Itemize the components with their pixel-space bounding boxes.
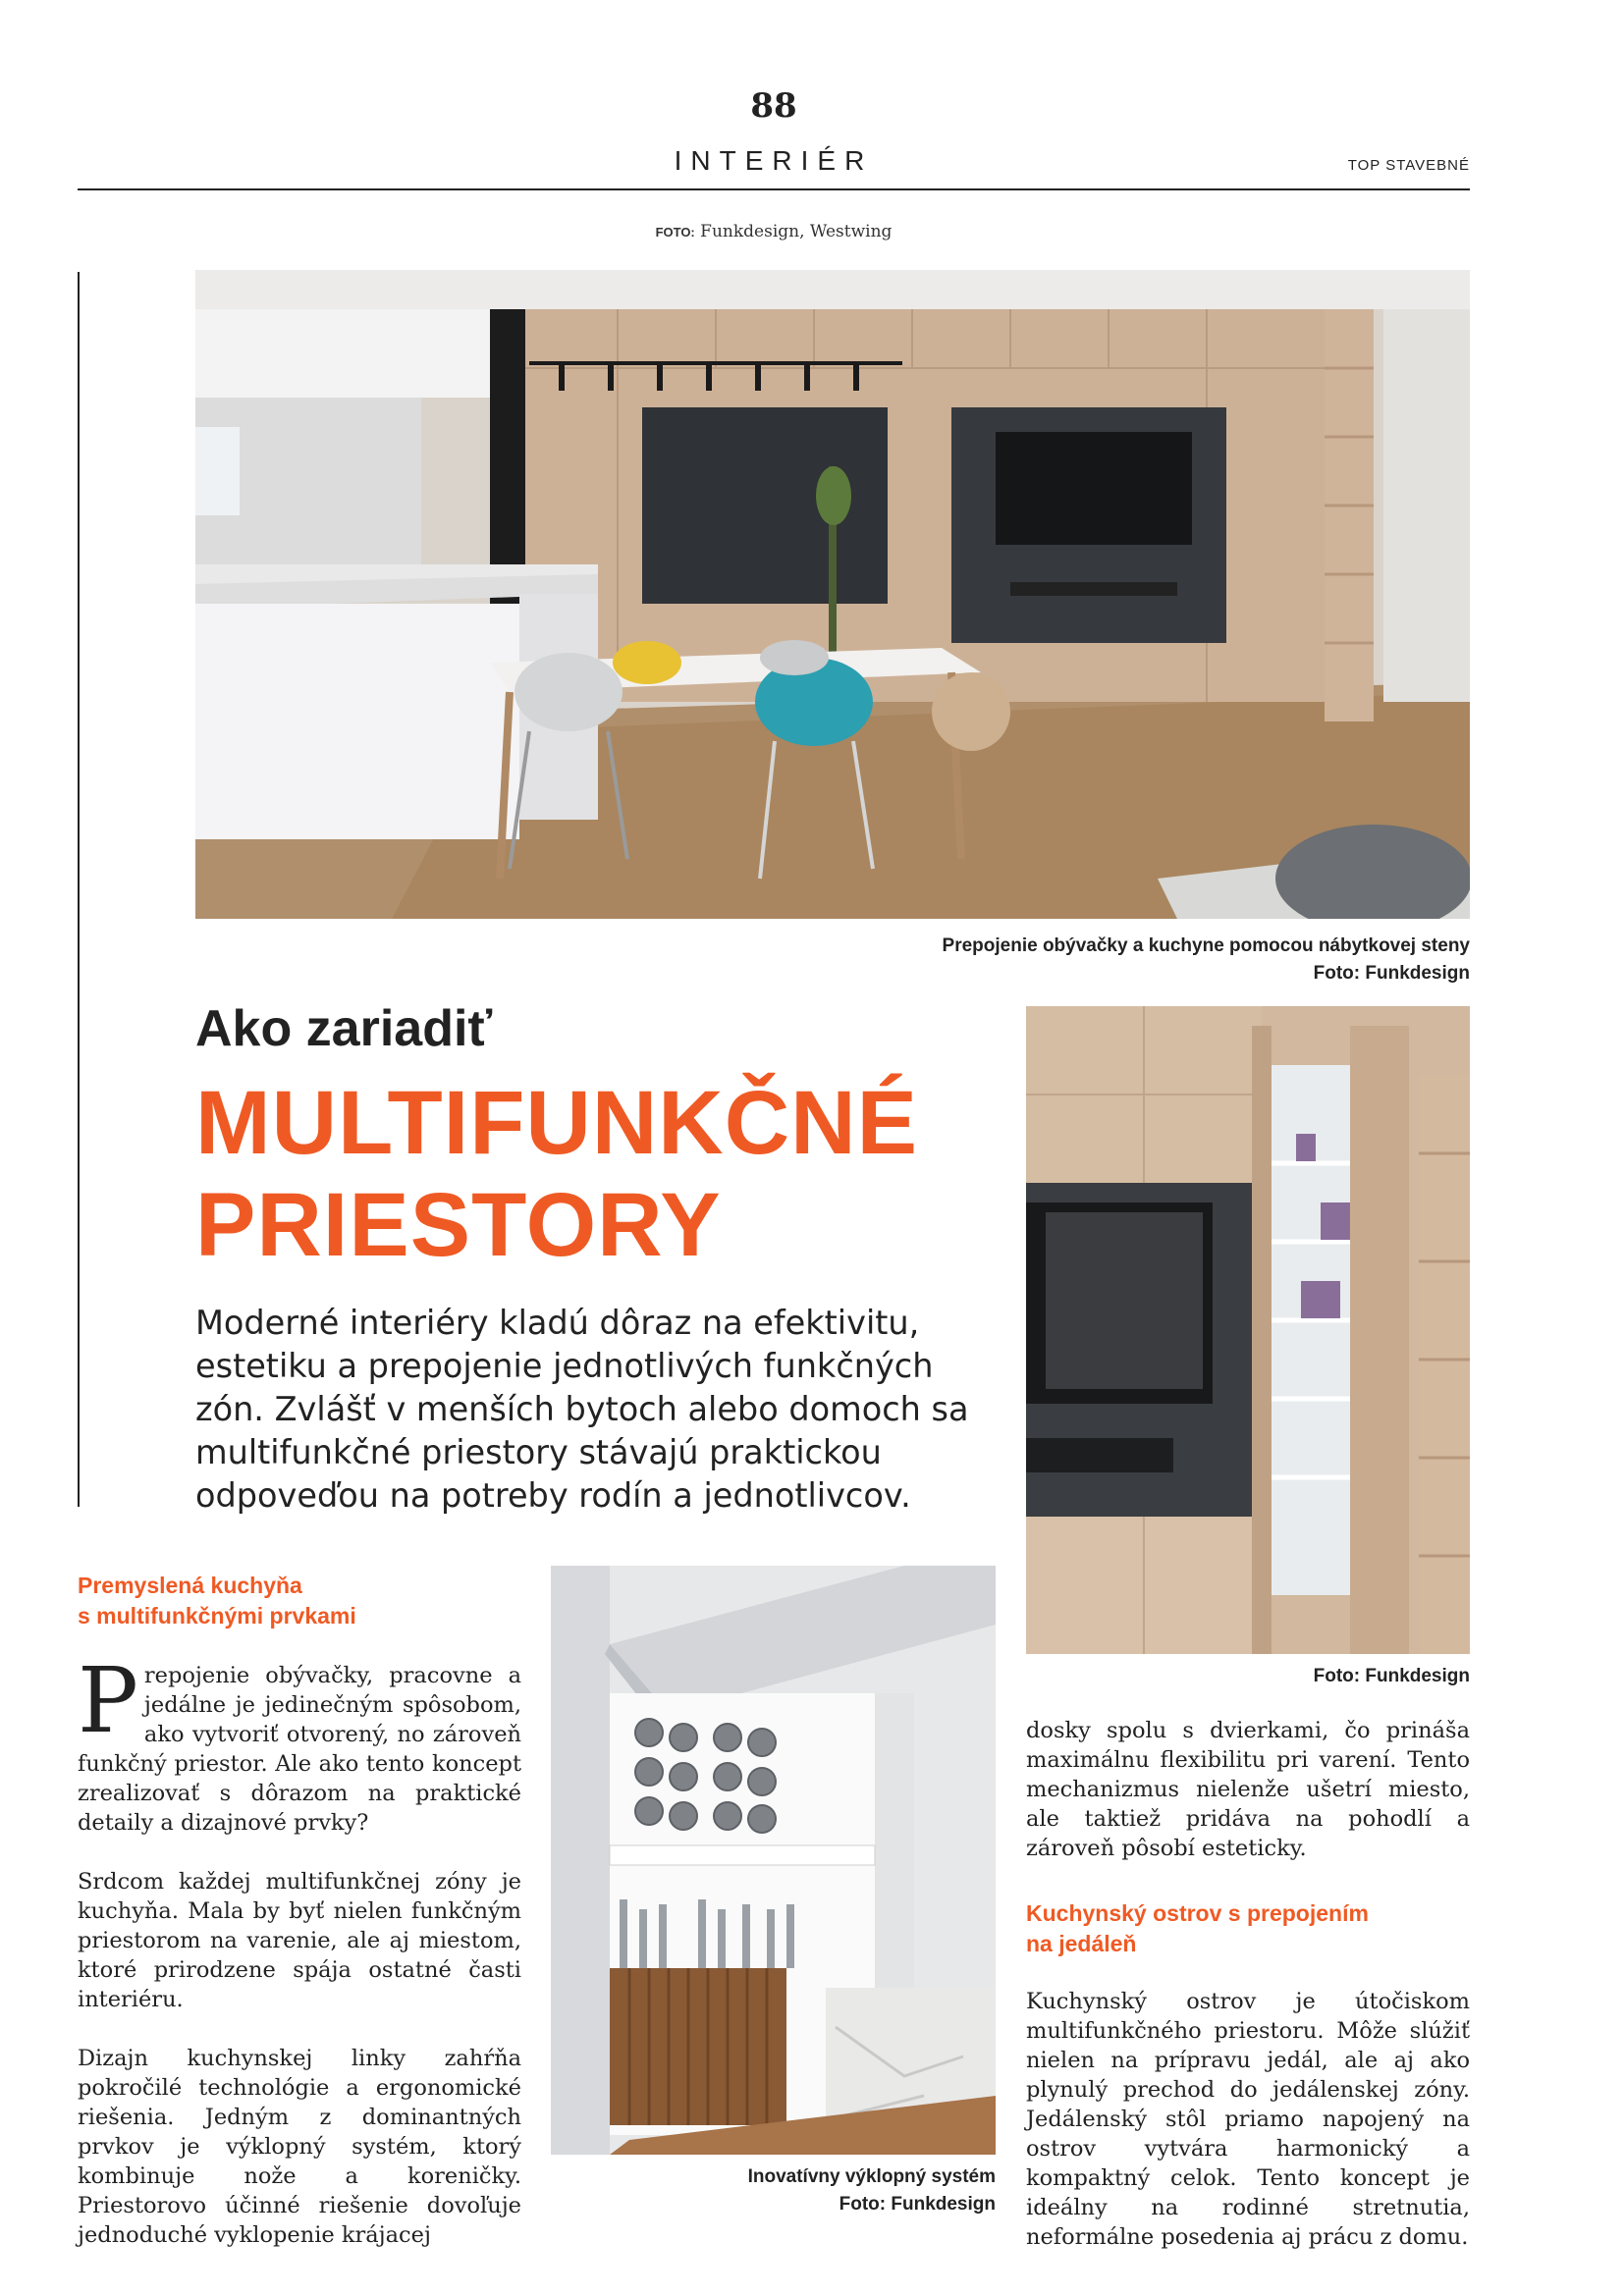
subheading-island — [1026, 1898, 1369, 1959]
living-kitchen-illustration — [195, 270, 1470, 919]
right-column-text-2 — [1026, 1987, 1470, 2281]
tv-wall-illustration — [1026, 1006, 1470, 1654]
top-photo-caption-line-2: Foto: Funkdesign — [1313, 963, 1470, 984]
paragraph-1 — [78, 1648, 521, 1838]
tilting-system-illustration — [551, 1566, 996, 2155]
paragraph-4: dosky spolu s dvierkami, čo prináša maximálnu flexibilitu pri varení. Tento mechanizmus nielenže ušetrí miesto, ale taktiež pridáva na pohodlí a zároveň pôsobí esteticky. — [1026, 1718, 1470, 1861]
right-column-text — [1026, 1716, 1470, 1893]
subheading-kitchen-line-1: Premyslená kuchyňa — [78, 1573, 302, 1598]
photo-credit — [0, 222, 1547, 241]
subheading-island-line-2: na jedáleň — [1026, 1931, 1137, 1956]
subheading-island-line-1: Kuchynský ostrov s prepojením — [1026, 1900, 1369, 1926]
section-title: INTERIÉR — [674, 145, 874, 176]
top-photo-caption — [943, 933, 1470, 988]
subheading-kitchen-line-2: s multifunkčnými prvkami — [78, 1603, 356, 1629]
paragraph-2: Srdcom každej multifunkčnej zóny je kuchyňa. Mala by byť nielen funkčným priestorom na varenie, ale aj miestom, ktoré prirodzene spája ostatné časti interiéru. — [78, 1869, 521, 2012]
main-title — [195, 1072, 918, 1276]
middle-photo-caption — [748, 2163, 996, 2218]
left-column-text — [78, 1648, 521, 2279]
right-photo-caption: Foto: Funkdesign — [1313, 1666, 1470, 1686]
paragraph-5: Kuchynský ostrov je útočiskom multifunkčného priestoru. Môže slúžiť nielen na prípravu jedál, ale aj ako plynulý prechod do jedálenskej zóny. Jedálenský stôl priamo napojený na ostrov vytvára harmonický a kompaktný celok. Tento koncept je ideálny na rodinné stretnutia, neformálne posedenia aj prácu z domu. — [1026, 1989, 1470, 2250]
drop-cap: P — [78, 1648, 138, 1753]
vertical-rule — [78, 272, 80, 1507]
header-rule — [78, 188, 1470, 190]
lead-paragraph: Moderné interiéry kladú dôraz na efektivitu, estetiku a prepojenie jednotlivých funkčných zón. Zvlášť v menších bytoch alebo domoch sa multifunkčné priestory stávajú praktickou odpoveďou na potreby rodín a jednotlivcov. — [195, 1304, 969, 1515]
middle-photo-caption-line-2: Foto: Funkdesign — [839, 2194, 996, 2215]
living-kitchen-photo — [195, 270, 1470, 919]
tv-wall-photo — [1026, 1006, 1470, 1654]
top-photo-caption-line-1: Prepojenie obývačky a kuchyne pomocou nábytkovej steny — [942, 935, 1470, 956]
main-title-line-1: MULTIFUNKČNÉ — [195, 1073, 918, 1173]
magazine-brand: TOP STAVEBNÉ — [1347, 157, 1470, 174]
intro-heading: Ako zariadiť — [195, 1000, 493, 1057]
subheading-kitchen — [78, 1571, 356, 1631]
page-number: 88 — [750, 86, 797, 126]
photo-credit-text: Funkdesign, Westwing — [700, 222, 893, 241]
paragraph-1-text: repojenie obývačky, pracovne a jedálne je jedinečným spôsobom, ako vytvoriť otvorený, no zároveň funkčný priestor. Ale ako tento koncept zrealizovať s dôrazom na praktické detaily a dizajnové prvky? — [78, 1663, 521, 1836]
paragraph-3: Dizajn kuchynskej linky zahŕňa pokročilé technológie a ergonomické riešenia. Jedným z dominantných prvkov je výklopný systém, ktorý kombinuje nože a koreničky. Priestorovo účinné riešenie dovoľuje jednoduché vyklopenie krájacej — [78, 2046, 521, 2248]
tilting-system-photo — [551, 1566, 996, 2155]
main-title-line-2: PRIESTORY — [195, 1175, 722, 1275]
photo-credit-label: FOTO: — [655, 225, 695, 240]
middle-photo-caption-line-1: Inovatívny výklopný systém — [747, 2166, 996, 2187]
